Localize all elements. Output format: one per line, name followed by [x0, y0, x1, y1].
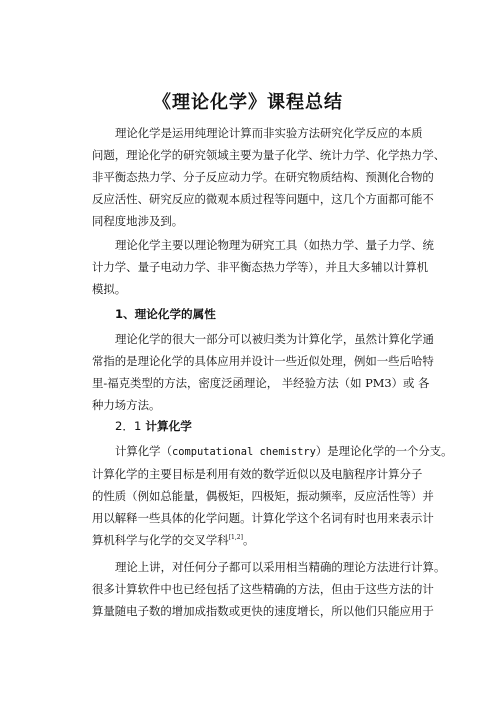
paragraph-5-line-2: 很多计算软件中也已经包括了这些精确的方法，但由于这些方法的计 [92, 582, 434, 596]
paragraph-2-line-2: 计力学、量子电动力学、非平衡态热力学等），并且大多辅以计算机 [92, 260, 429, 274]
paragraph-4-line-5 [92, 529, 492, 551]
paragraph-5-line-3: 算量随电子数的增加成指数或更快的速度增长，所以他们只能应用于 [92, 604, 434, 618]
paragraph-3-line-2: 常指的是理论化学的具体应用并设计一些近似处理，例如一些后哈特 [92, 354, 434, 368]
citation-reference: [1,2] [228, 534, 243, 542]
section-heading-2 [115, 418, 192, 434]
paragraph-4-line-2: 计算化学的主要目标是利用有效的数学近似以及电脑程序计算分子 [92, 467, 423, 481]
paragraph-2-line-3: 模拟。 [92, 282, 127, 296]
paragraph-3-line-4: 种力场方法。 [92, 398, 161, 412]
paragraph-3 [92, 328, 492, 416]
paragraph-4-line-5-end: 。 [242, 533, 255, 547]
paragraph-4-line-1 [92, 440, 492, 463]
term-computational-chemistry: computational chemistry [171, 446, 316, 458]
paragraph-4-line-1-end: ）是理论化学的一个分支。 [315, 444, 453, 458]
paragraph-2 [92, 234, 492, 300]
paragraph-5-line-1: 理论上讲，对任何分子都可以采用相当精确的理论方法进行计算。 [115, 560, 446, 574]
paragraph-1-line-5: 同程度地涉及到。 [92, 214, 184, 228]
paragraph-3-line-1: 理论化学的很大一部分可以被归类为计算化学，虽然计算化学通 [115, 332, 434, 346]
paragraph-4-line-1-start: 计算化学（ [115, 444, 172, 458]
paragraph-3-line-3: 里-福克类型的方法，密度泛函理论， 半经验方法（如 PM3）或 各 [92, 376, 430, 390]
paragraph-5 [92, 556, 492, 622]
paragraph-1-line-4: 反应活性、研究反应的微观本质过程等问题中，这几个方面都可能不 [92, 192, 434, 206]
paragraph-1 [92, 122, 492, 232]
paragraph-4 [92, 440, 492, 551]
paragraph-1-line-1: 理论化学是运用纯理论计算而非实验方法研究化学反应的本质 [115, 126, 423, 140]
section-heading-1: 1、理论化学的属性 [115, 307, 216, 321]
paragraph-2-line-1: 理论化学主要以理论物理为研究工具（如热力学、量子力学、统 [115, 238, 434, 252]
document-title: 《理论化学》课程总结 [153, 92, 343, 113]
paragraph-1-line-3: 非平衡态热力学、分子反应动力学。在研究物质结构、预测化合物的 [92, 170, 434, 184]
paragraph-4-line-4: 用以解释一些具体的化学问题。计算化学这个名词有时也用来表示计 [92, 511, 434, 525]
paragraph-1-line-2: 问题，理论化学的研究领域主要为量子化学、统计力学、化学热力学、 [92, 148, 446, 162]
section-heading-2-text: 计算化学 [145, 419, 192, 433]
section-heading-2-number: 2．1 [115, 419, 142, 433]
paragraph-4-line-3: 的性质（例如总能量，偶极矩，四极矩，振动频率，反应活性等）并 [92, 489, 434, 503]
paragraph-4-line-5-text: 算机科学与化学的交叉学科 [92, 533, 229, 547]
